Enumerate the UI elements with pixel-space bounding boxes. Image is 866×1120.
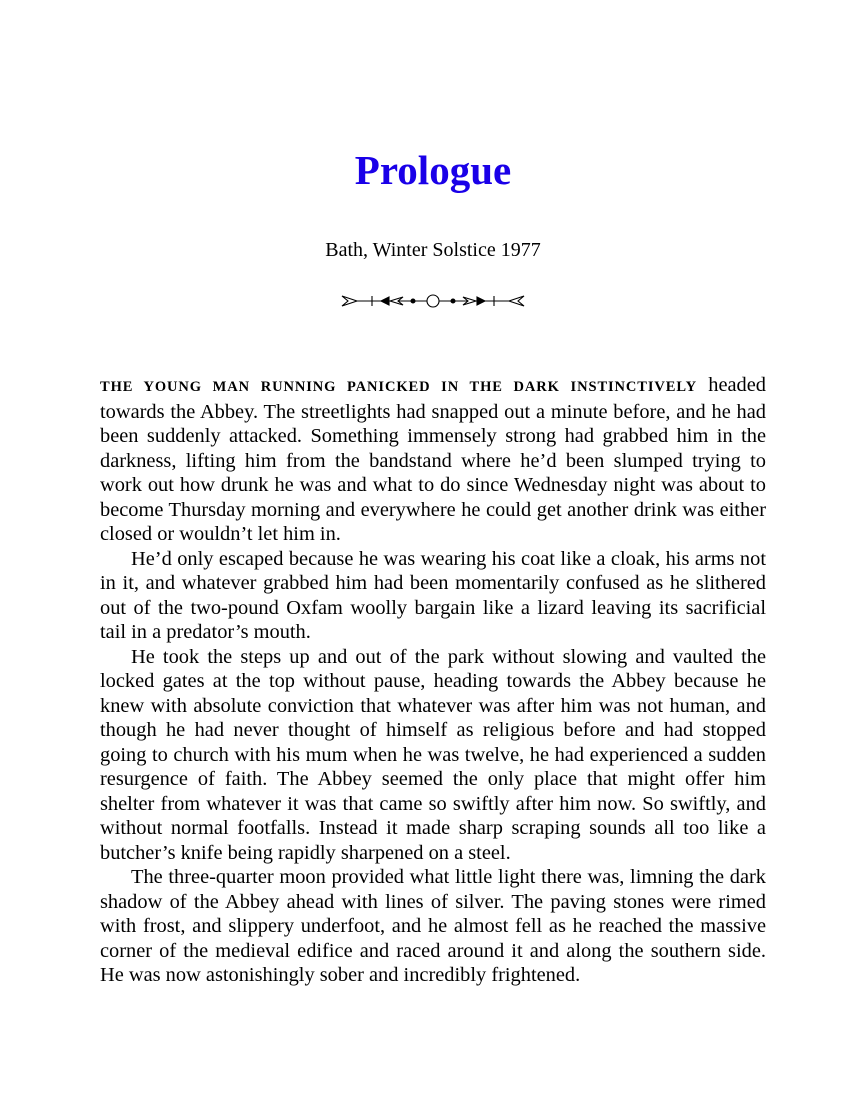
paragraph-4: The three-quarter moon provided what little light there was, limning the dark shadow of the Abbey ahead with lines of silver. The paving stones were rimed with frost, and slippery underfoot, and he almost fell as he reached the massive corner of the medieval edifice and raced around it and along the southern side. He was now astonishingly sober and incredibly frightened. [100, 866, 766, 986]
chapter-title: Prologue [354, 147, 512, 193]
paragraph-2: He’d only escaped because he was wearing his coat like a cloak, his arms not in it, and whatever grabbed him had been momentarily confused as he slithered out of the two-pound Oxfam woolly bargain like a lizard leaving its sacrificial tail in a predator’s mouth. [100, 547, 766, 643]
chapter-subtitle: Bath, Winter Solstice 1977 [325, 239, 541, 261]
paragraph-text: headed towards the Abbey. The streetlights had snapped out a minute before, and he had been suddenly attacked. Something immensely strong had grabbed him in the darkness, lifting him from the bandstand where he’d been slumped trying to work out how drunk he was and what to do since Wednesday night was about to become Thursday morning and everywhere he could get another drink was either closed or wouldn’t let him in. [100, 374, 766, 545]
paragraph-1 [100, 373, 766, 547]
lead-in-smallcaps: THE YOUNG MAN RUNNING PANICKED IN THE DARK INSTINCTIVELY [100, 379, 697, 395]
chapter-body [100, 373, 766, 988]
paragraph-3: He took the steps up and out of the park without slowing and vaulted the locked gates at the top without pause, heading towards the Abbey because he knew with absolute conviction that whatever was after him was not human, and though he had never thought of himself as religious before and had stopped going to church with his mum when he was twelve, he had experienced a sudden resurgence of faith. The Abbey seemed the only place that might offer him shelter from whatever it was that came so swiftly after him now. So swiftly, and without normal footfalls. Instead it made sharp scraping sounds all too like a butcher’s knife being rapidly sharpened on a steel. [100, 645, 766, 864]
decorative-scroll-ornament-icon [341, 290, 525, 312]
